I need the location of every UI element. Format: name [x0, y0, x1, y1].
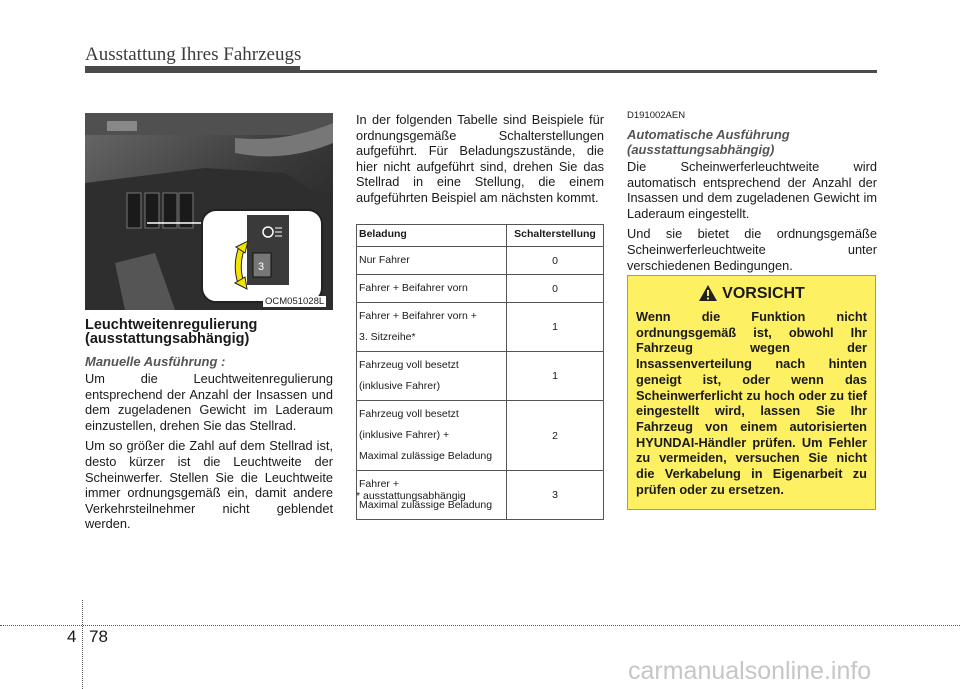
row-value: 3: [507, 471, 604, 520]
left-paragraph-2: Um so größer die Zahl auf dem Stellrad ist, desto kürzer ist die Leuchtweite der Scheinwerfer. Stellen Sie die Leuchtweite immer ordnungsgemäß ein, damit andere Verkehrsteilnehmer nicht geblendet werden.: [85, 438, 333, 532]
row-label: 3. Sitzreihe*: [359, 331, 416, 343]
caution-box: [627, 275, 876, 510]
table-intro: In der folgenden Tabelle sind Beispiele für ordnungsgemäße Schalterstellungen aufgeführt. Für Beladungszustände, die hier nicht aufgeführt sind, drehen Sie das Stellrad in eine Stellung, die einem aufgeführten Beispiel am nächsten kommt.: [356, 112, 604, 205]
header-schalterstellung: Schalterstellung: [507, 225, 604, 247]
warning-triangle-icon: [698, 284, 718, 302]
page-number: 78: [89, 627, 108, 646]
table-footnote: * ausstattungsabhängig: [356, 490, 466, 502]
dashboard-photo: [85, 113, 333, 310]
right-paragraph-1: Die Scheinwerferleuchtweite wird automatisch entsprechend der Anzahl der Insassen und dem zugeladenen Gewicht im Laderaum eingestellt.: [627, 159, 877, 221]
row-label: Fahrer + Beifahrer vorn +: [359, 310, 477, 322]
right-column: [627, 110, 877, 278]
footer-rule: [0, 625, 960, 626]
row-label: Fahrzeug voll besetzt: [359, 408, 459, 420]
table-row: [357, 275, 604, 303]
row-label: Fahrer + Beifahrer vorn: [359, 282, 468, 294]
table-header-row: [357, 225, 604, 247]
figure-code: OCM051028L: [265, 296, 325, 307]
auto-subheading: Automatische Ausführung (ausstattungsabhängig): [627, 127, 790, 157]
row-value: 1: [507, 303, 604, 352]
caution-header: [636, 284, 867, 306]
row-value: 1: [507, 352, 604, 401]
table-row: [357, 401, 604, 471]
row-label: Nur Fahrer: [359, 254, 410, 266]
header-beladung: Beladung: [357, 225, 507, 247]
manual-subheading: Manuelle Ausführung :: [85, 354, 226, 369]
row-label: Fahrzeug voll besetzt: [359, 359, 459, 371]
dial-number: 3: [258, 261, 265, 273]
load-table: [356, 224, 604, 520]
watermark: carmanualsonline.info: [628, 657, 872, 685]
caution-title: VORSICHT: [722, 285, 805, 302]
caution-text: Wenn die Funktion nicht ordnungsgemäß ist, obwohl Ihr Fahrzeug wegen der Insassenverteilung nach hinten geneigt ist, oder wenn das Scheinwerferlicht zu hoch oder zu tief eingestellt wird, lassen Sie Ihr Fahrzeug von einem autorisierten HYUNDAI-Händler prüfen. Um Fehler zu vermeiden, versuchen Sie nicht die Verkabelung in Eigenarbeit zu prüfen oder zu ersetzen.: [636, 309, 867, 497]
row-value: 0: [507, 275, 604, 303]
left-column: [85, 318, 333, 537]
row-label: (inklusive Fahrer) +: [359, 429, 450, 441]
row-label: Maximal zulässige Beladung: [359, 499, 493, 511]
row-label: Maximal zulässige Beladung: [359, 450, 493, 462]
page-header-title: Ausstattung Ihres Fahrzeugs: [85, 44, 302, 65]
section-heading: Leuchtweitenregulierung (ausstattungsabhängig): [85, 317, 258, 347]
section-code: D191002AEN: [627, 110, 686, 121]
table-row: [357, 303, 604, 352]
row-label: (inklusive Fahrer): [359, 380, 441, 392]
header-rule: [85, 70, 877, 73]
right-paragraph-2: Und sie bietet die ordnungsgemäße Scheinwerferleuchtweite unter verschiedenen Bedingungen.: [627, 226, 877, 273]
row-value: 2: [507, 401, 604, 471]
table-row: [357, 352, 604, 401]
left-paragraph-1: Um die Leuchtweitenregulierung entsprechend der Anzahl der Insassen und dem zugeladenen Gewicht im Laderaum einzustellen, drehen Sie das Stellrad.: [85, 371, 333, 433]
middle-column: [356, 110, 604, 211]
row-label: Fahrer +: [359, 478, 399, 490]
row-value: 0: [507, 247, 604, 275]
table-row: [357, 247, 604, 275]
dashboard-illustration: [85, 113, 333, 310]
footer-divider: [82, 600, 83, 689]
chapter-number: 4: [67, 627, 77, 646]
